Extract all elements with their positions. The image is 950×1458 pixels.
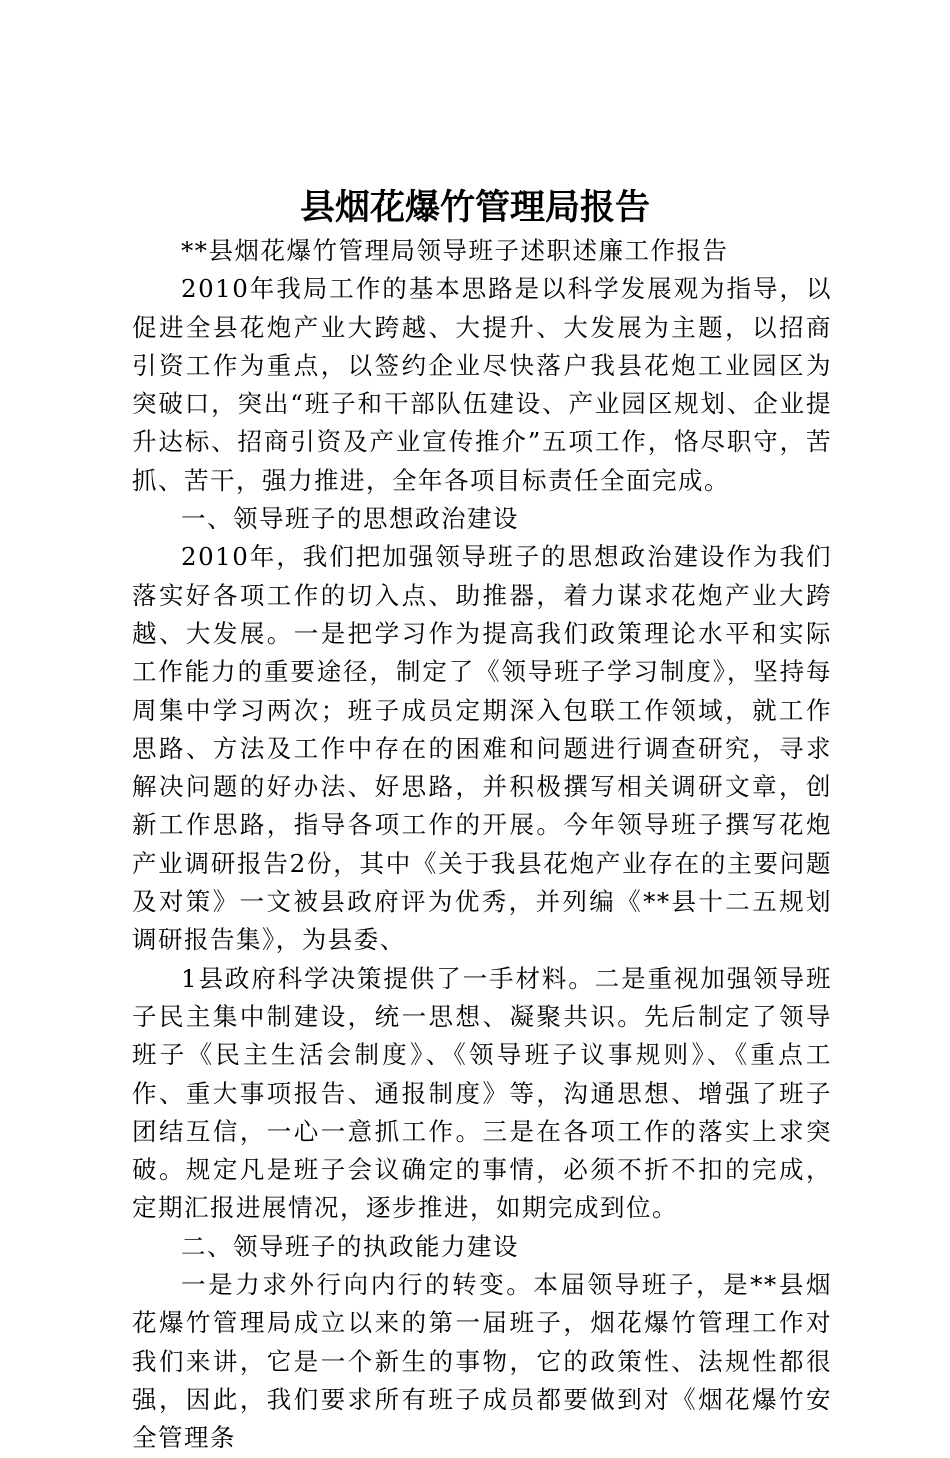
- section-heading-1: 一、领导班子的思想政治建设: [181, 504, 519, 534]
- report-subtitle: **县烟花爆竹管理局领导班子述职述廉工作报告: [181, 236, 729, 265]
- section-heading-2: 二、领导班子的执政能力建设: [181, 1231, 519, 1261]
- document-body: [132, 232, 832, 1458]
- paragraph-section-1-continued: 1县政府科学决策提供了一手材料。二是重视加强领导班子民主集中制建设，统一思想、凝聚共识。先后制定了领导班子《民主生活会制度》、《领导班子议事规则》、《重点工作、重大事项报告、通报制度》等，沟通思想、增强了班子团结互信，一心一意抓工作。三是在各项工作的落实上求突破。规定凡是班子会议确定的事情，必须不折不扣的完成，定期汇报进展情况，逐步推进，如期完成到位。: [132, 963, 832, 1223]
- paragraph-section-2: 一是力求外行向内行的转变。本届领导班子，是**县烟花爆竹管理局成立以来的第一届班子，烟花爆竹管理工作对我们来讲，它是一个新生的事物，它的政策性、法规性都很强，因此，我们要求所有班子成员都要做到对《烟花爆竹安全管理条: [132, 1270, 832, 1453]
- paragraph-overview: 2010年我局工作的基本思路是以科学发展观为指导，以促进全县花炮产业大跨越、大提升、大发展为主题，以招商引资工作为重点，以签约企业尽快落户我县花炮工业园区为突破口，突出“班子和干部队伍建设、产业园区规划、企业提升达标、招商引资及产业宣传推介”五项工作，恪尽职守，苦抓、苦干，强力推进，全年各项目标责任全面完成。: [132, 274, 832, 495]
- paragraph-section-1: 2010年，我们把加强领导班子的思想政治建设作为我们落实好各项工作的切入点、助推器，着力谋求花炮产业大跨越、大发展。一是把学习作为提高我们政策理论水平和实际工作能力的重要途径，制定了《领导班子学习制度》，坚持每周集中学习两次；班子成员定期深入包联工作领域，就工作思路、方法及工作中存在的困难和问题进行调查研究，寻求解决问题的好办法、好思路，并积极撰写相关调研文章，创新工作思路，指导各项工作的开展。今年领导班子撰写花炮产业调研报告2份，其中《关于我县花炮产业存在的主要问题及对策》一文被县政府评为优秀，并列编《**县十二五规划调研报告集》，为县委、: [132, 542, 832, 955]
- document-title: 县烟花爆竹管理局报告: [299, 187, 650, 228]
